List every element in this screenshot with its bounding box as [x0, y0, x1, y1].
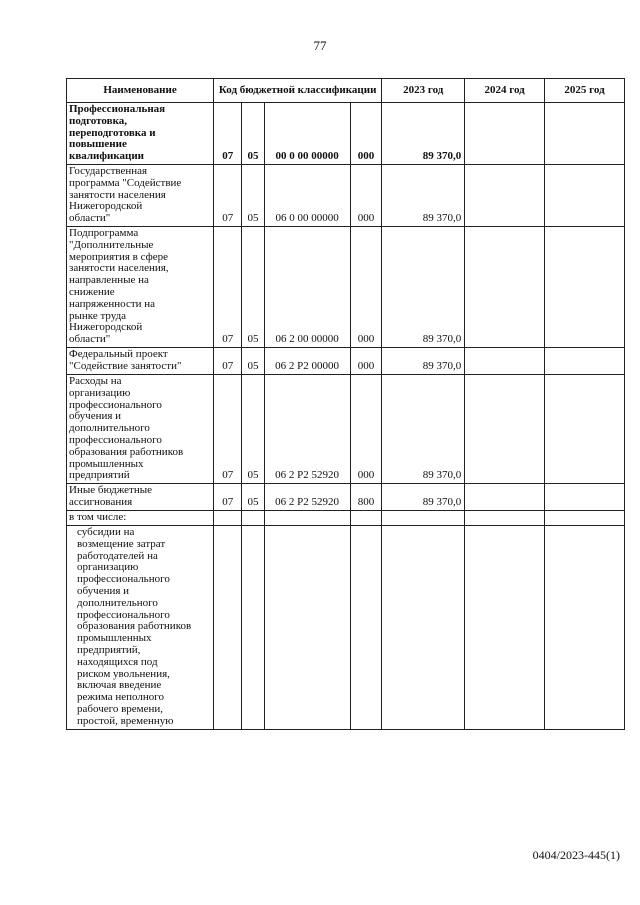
- table-row: [67, 526, 625, 730]
- code-section: 07: [214, 103, 242, 165]
- row-name-line: "Содействие занятости": [69, 359, 182, 372]
- row-name: [67, 165, 214, 227]
- value-2025: [545, 227, 625, 348]
- value-2025: [545, 526, 625, 730]
- code-expense-type: 000: [350, 227, 382, 348]
- row-name-line: занятости населения,: [69, 262, 169, 275]
- row-name-line: дополнительного: [69, 422, 150, 435]
- row-name-line: квалификации: [69, 150, 145, 163]
- row-name: [67, 526, 214, 730]
- row-name-line: субсидии на: [77, 526, 135, 538]
- row-name-line: профессионального: [77, 608, 170, 621]
- code-subsection: 05: [242, 375, 264, 484]
- code-subsection: [242, 511, 264, 526]
- table-row: [67, 227, 625, 348]
- row-name-line: снижение: [69, 285, 115, 298]
- row-name-line: предприятий,: [77, 643, 141, 656]
- code-section: [214, 511, 242, 526]
- code-section: 07: [214, 484, 242, 511]
- header-code: Код бюджетной классификации: [214, 79, 382, 103]
- row-name-line: подготовка,: [69, 114, 128, 127]
- row-name: [67, 375, 214, 484]
- value-2024: [465, 348, 545, 375]
- code-expense-type: 000: [350, 375, 382, 484]
- code-target-article: [264, 511, 350, 526]
- code-section: 07: [214, 165, 242, 227]
- code-section: 07: [214, 348, 242, 375]
- value-2024: [465, 103, 545, 165]
- value-2025: [545, 165, 625, 227]
- row-name-line: дополнительного: [77, 596, 158, 609]
- code-subsection: [242, 526, 264, 730]
- value-2023: [382, 511, 465, 526]
- code-target-article: 06 2 Р2 52920: [264, 484, 350, 511]
- code-section: [214, 526, 242, 730]
- row-name-line: рабочего времени,: [77, 702, 164, 715]
- header-2025: 2025 год: [545, 79, 625, 103]
- row-name-line: предприятий: [69, 469, 130, 482]
- code-expense-type: 000: [350, 348, 382, 375]
- value-2025: [545, 375, 625, 484]
- document-code: 0404/2023-445(1): [532, 848, 620, 862]
- value-2025: [545, 348, 625, 375]
- row-name-line: режима неполного: [77, 691, 165, 704]
- row-name-line: программа "Содействие: [69, 176, 182, 189]
- code-expense-type: 800: [350, 484, 382, 511]
- table-header: [67, 79, 625, 103]
- value-2025: [545, 484, 625, 511]
- row-name-line: профессионального: [69, 433, 162, 446]
- code-target-article: 06 2 00 00000: [264, 227, 350, 348]
- header-2023: 2023 год: [382, 79, 465, 103]
- row-name-line: Государственная: [69, 165, 148, 177]
- row-name-line: напряженности на: [69, 297, 156, 310]
- row-name-line: простой, временную: [77, 714, 174, 727]
- row-name: [67, 227, 214, 348]
- row-name-line: промышленных: [77, 632, 152, 645]
- code-expense-type: [350, 511, 382, 526]
- row-name: [67, 511, 214, 526]
- row-name: [67, 348, 214, 375]
- row-name-line: ассигнования: [69, 495, 133, 508]
- row-name-line: находящихся под: [77, 655, 158, 668]
- code-expense-type: [350, 526, 382, 730]
- table-row: [67, 165, 625, 227]
- row-name-line: обучения и: [77, 584, 130, 597]
- row-name-line: Нижегородской: [69, 321, 143, 334]
- row-name-line: Иные бюджетные: [69, 484, 153, 496]
- value-2024: [465, 526, 545, 730]
- table-row: [67, 375, 625, 484]
- row-name-line: профессионального: [69, 398, 162, 411]
- row-name: [67, 103, 214, 165]
- row-name: [67, 484, 214, 511]
- table-row: [67, 511, 625, 526]
- table-row: [67, 348, 625, 375]
- table-row: [67, 484, 625, 511]
- row-name-line: "Дополнительные: [69, 238, 154, 251]
- value-2024: [465, 375, 545, 484]
- row-name-line: организацию: [69, 386, 131, 399]
- row-name-line: риском увольнения,: [77, 667, 170, 680]
- row-name-line: Профессиональная: [69, 103, 166, 115]
- row-name-line: занятости населения: [69, 188, 166, 201]
- row-name-line: рынке труда: [69, 309, 127, 322]
- row-name-line: повышение: [69, 138, 127, 151]
- value-2023: 89 370,0: [382, 375, 465, 484]
- row-name-line: включая введение: [77, 679, 162, 692]
- row-name-line: переподготовка и: [69, 126, 156, 139]
- value-2023: 89 370,0: [382, 227, 465, 348]
- code-expense-type: 000: [350, 165, 382, 227]
- row-name-line: работодателей на: [77, 549, 158, 562]
- row-name-line: области": [69, 333, 111, 346]
- code-target-article: 06 2 Р2 52920: [264, 375, 350, 484]
- row-name-line: образования работников: [69, 445, 184, 458]
- code-target-article: 06 2 Р2 00000: [264, 348, 350, 375]
- code-target-article: [264, 526, 350, 730]
- code-expense-type: 000: [350, 103, 382, 165]
- row-name-line: обучения и: [69, 410, 122, 423]
- code-subsection: 05: [242, 348, 264, 375]
- value-2024: [465, 165, 545, 227]
- budget-table: [66, 78, 625, 730]
- row-name-line: Расходы на: [69, 375, 122, 387]
- value-2023: 89 370,0: [382, 103, 465, 165]
- value-2025: [545, 511, 625, 526]
- header-2024: 2024 год: [465, 79, 545, 103]
- code-section: 07: [214, 375, 242, 484]
- value-2025: [545, 103, 625, 165]
- value-2024: [465, 511, 545, 526]
- value-2023: 89 370,0: [382, 484, 465, 511]
- row-name-line: направленные на: [69, 274, 149, 287]
- code-subsection: 05: [242, 103, 264, 165]
- row-name-line: образования работников: [77, 620, 192, 633]
- row-name-line: Подпрограмма: [69, 227, 139, 239]
- page-number: 77: [313, 38, 327, 53]
- code-section: 07: [214, 227, 242, 348]
- value-2024: [465, 484, 545, 511]
- row-name-line: промышленных: [69, 457, 144, 470]
- row-name-line: организацию: [77, 561, 139, 574]
- code-subsection: 05: [242, 165, 264, 227]
- code-target-article: 00 0 00 00000: [264, 103, 350, 165]
- row-name-line: возмещение затрат: [77, 537, 166, 550]
- header-name: Наименование: [67, 79, 214, 103]
- value-2024: [465, 227, 545, 348]
- row-name-line: в том числе:: [69, 511, 127, 523]
- value-2023: [382, 526, 465, 730]
- code-target-article: 06 0 00 00000: [264, 165, 350, 227]
- code-subsection: 05: [242, 484, 264, 511]
- row-name-line: области": [69, 212, 111, 225]
- row-name-line: Нижегородской: [69, 200, 143, 213]
- code-subsection: 05: [242, 227, 264, 348]
- value-2023: 89 370,0: [382, 165, 465, 227]
- row-name-line: профессионального: [77, 573, 170, 586]
- row-name-line: Федеральный проект: [69, 348, 168, 360]
- value-2023: 89 370,0: [382, 348, 465, 375]
- table-row: [67, 103, 625, 165]
- row-name-line: мероприятия в сфере: [69, 250, 169, 263]
